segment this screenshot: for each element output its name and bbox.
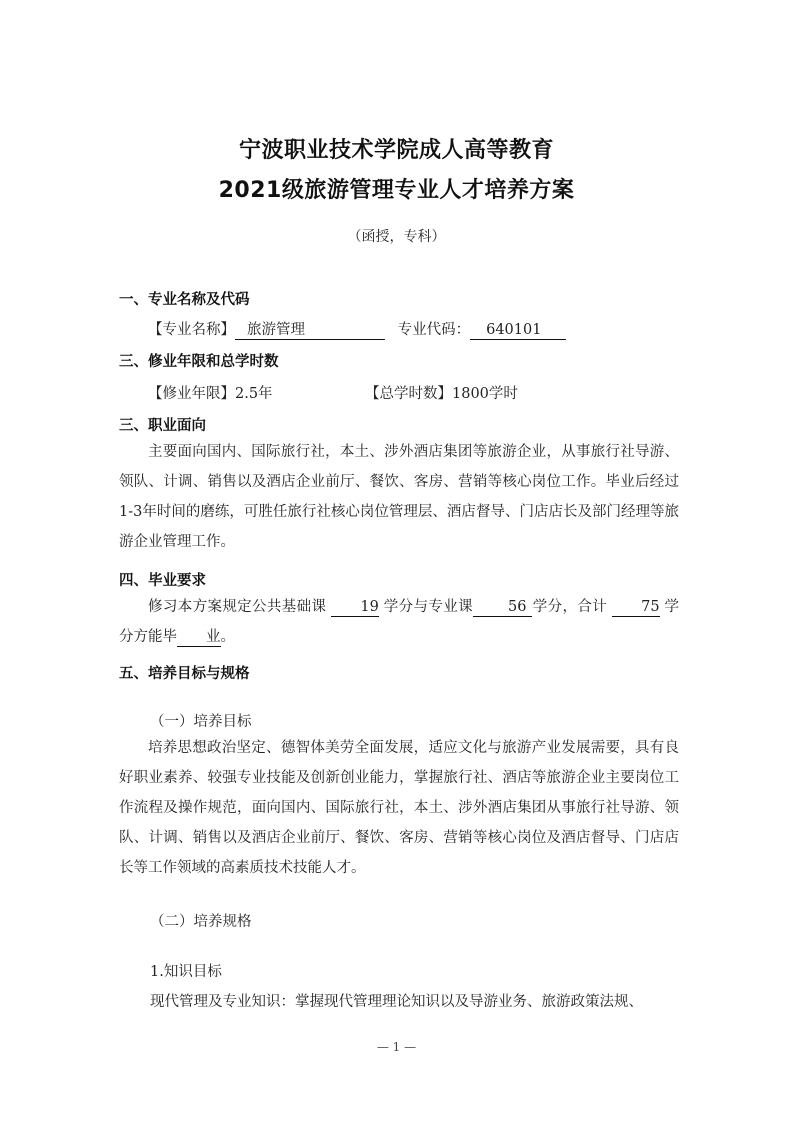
major-name-label: 【专业名称】 (148, 322, 235, 338)
section-2-heading: 三、修业年限和总学时数 (119, 354, 279, 370)
graduation-text-2: 学分与专业课 (383, 599, 473, 615)
major-code-label: 专业代码： (397, 322, 471, 338)
graduation-text-3: 学分，合计 (532, 599, 608, 615)
major-code-value: 640101 (470, 322, 566, 340)
section-3-body: 主要面向国内、国际旅行社，本土、涉外酒店集团等旅游企业，从事旅行社导游、领队、计调、销售以及酒店企业前厅、餐饮、客房、营销等核心岗位工作。毕业后经过1-3年时间的磨练，可胜任旅行社核心岗位管理层、酒店督导、门店店长及部门经理等旅游企业管理工作。 (119, 444, 679, 550)
document-title-line1: 宁波职业技术学院成人高等教育 (238, 138, 554, 163)
graduation-text-6: 。 (220, 629, 235, 645)
subsection-1-heading: （一）培养目标 (150, 714, 252, 730)
knowledge-goal-heading: 1.知识目标 (150, 964, 222, 980)
years-value: 2.5年 (235, 386, 273, 402)
section-4-heading: 四、毕业要求 (119, 573, 206, 589)
section-4-body (119, 592, 679, 652)
section-1-heading: 一、专业名称及代码 (119, 292, 250, 308)
graduation-text-5: 业 (177, 629, 221, 647)
section-5-heading: 五、培养目标与规格 (119, 666, 250, 682)
hours-row (365, 382, 518, 403)
public-credits: 19 (331, 599, 378, 617)
total-credits: 75 (612, 599, 659, 617)
hours-value: 1800学时 (452, 386, 518, 402)
document-title-line2: 2021级旅游管理专业人才培养方案 (218, 178, 575, 203)
document-subtitle: （函授，专科） (347, 229, 446, 245)
knowledge-goal-body: 现代管理及专业知识：掌握现代管理理论知识以及导游业务、旅游政策法规、 (150, 994, 643, 1010)
major-credits: 56 (473, 599, 532, 617)
years-label: 【修业年限】 (148, 386, 235, 402)
years-row (148, 382, 273, 403)
hours-label: 【总学时数】 (365, 386, 452, 402)
section-3-heading: 三、职业面向 (119, 418, 206, 434)
subsection-1-body: 培养思想政治坚定、德智体美劳全面发展，适应文化与旅游产业发展需要，具有良好职业素养、较强专业技能及创新创业能力，掌握旅行社、酒店等旅游企业主要岗位工作流程及操作规范，面向国内、国际旅行社，本土、涉外酒店集团从事旅行社导游、领队、计调、销售以及酒店企业前厅、餐饮、客房、营销等核心岗位及酒店督导、门店店长等工作领域的高素质技术技能人才。 (119, 740, 679, 876)
major-name-row (148, 318, 566, 340)
graduation-text-4: 学分方能毕 (119, 599, 680, 645)
page-number: — 1 — (376, 1040, 417, 1054)
graduation-text-1: 修习本方案规定公共基础课 (148, 599, 327, 615)
major-name-value: 旅游管理 (235, 322, 385, 340)
subsection-2-heading: （二）培养规格 (150, 914, 252, 930)
